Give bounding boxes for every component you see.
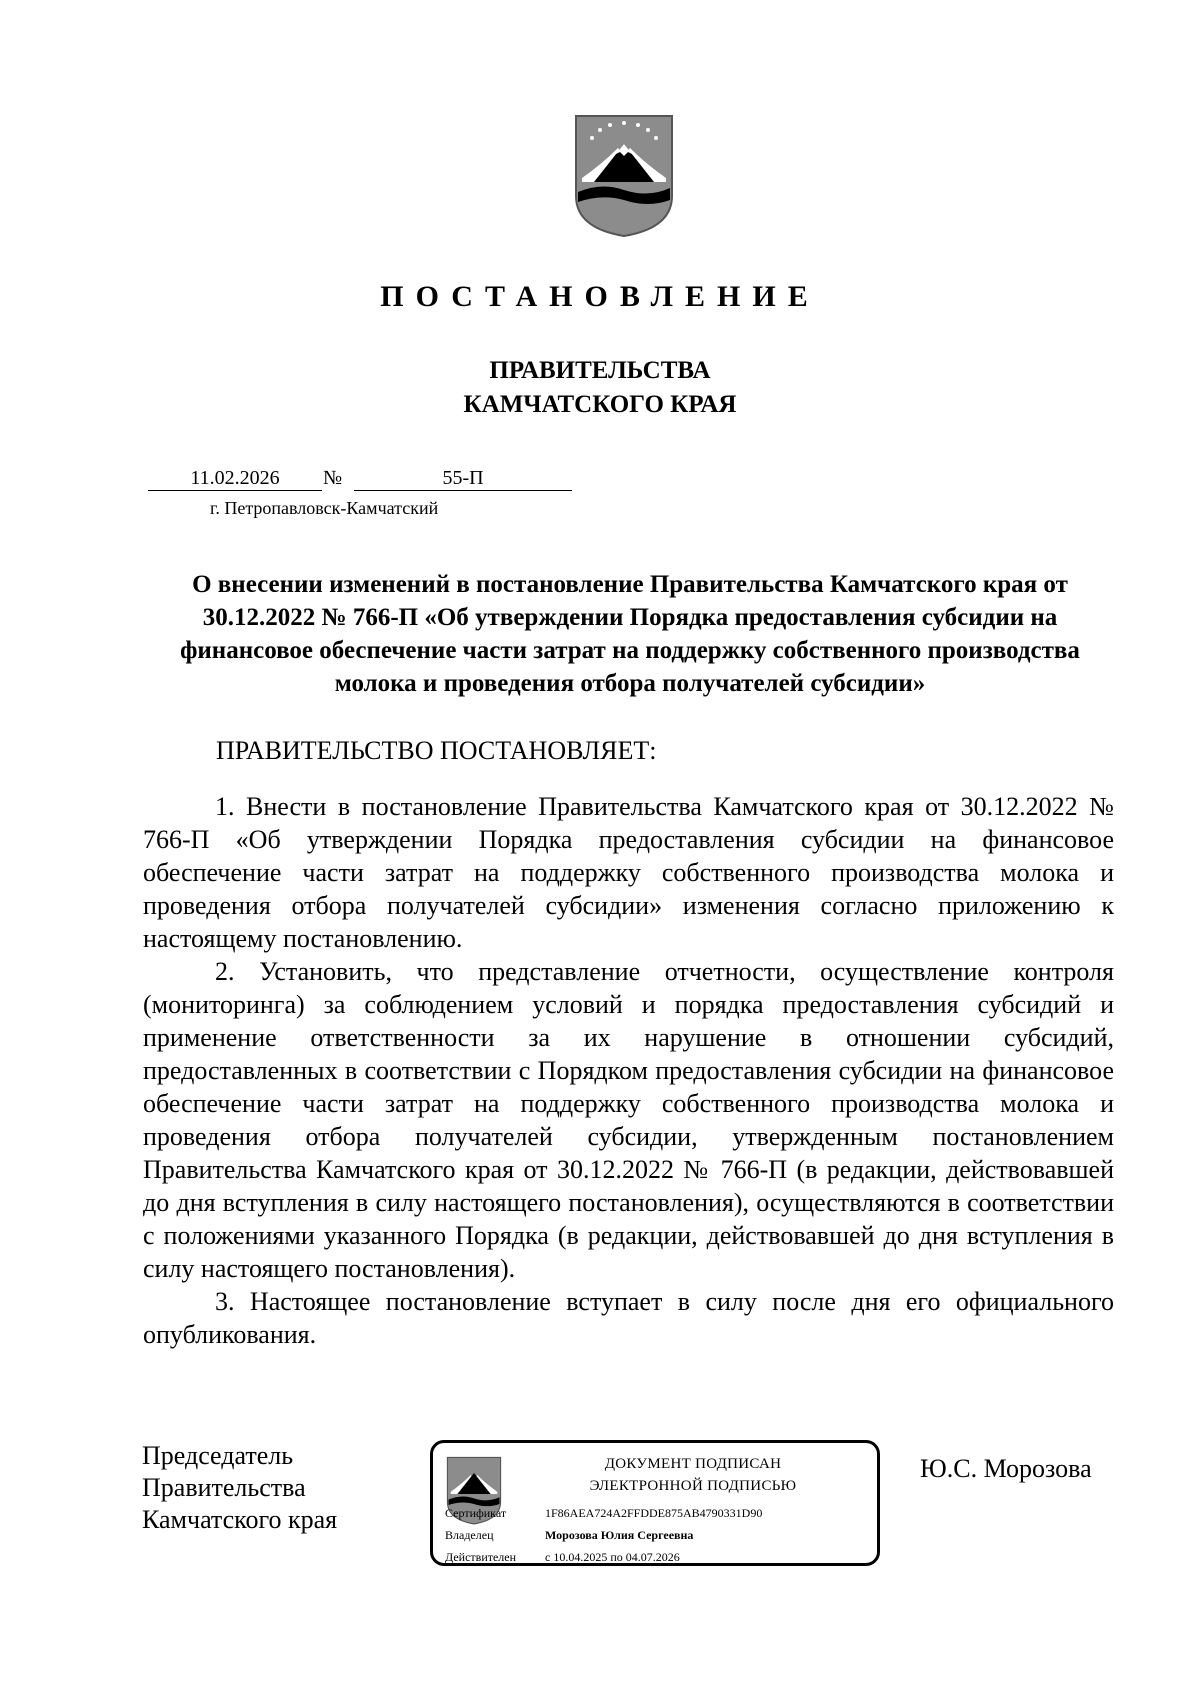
paragraph-3: 3. Настоящее постановление вступает в силу после дня его официального опубликования. (143, 1287, 1114, 1349)
signatory-position (142, 1440, 337, 1536)
document-city: г. Петропавловск-Камчатский (210, 498, 439, 518)
number-sign: № (323, 467, 343, 489)
stamp-certificate-row (445, 1505, 762, 1521)
stamp-title (543, 1453, 843, 1497)
paragraph-1: 1. Внести в постановление Правительства Камчатского края от 30.12.2022 № 766-П «Об утверждении Порядка предоставления субсидии на финансовое обеспечение части затрат на поддержку собственного производства молока и проведения отбора получателей субсидии» изменения согласно приложению к настоящему постановлению. (143, 792, 1114, 953)
stamp-owner-row (445, 1527, 693, 1543)
decree-statement: ПРАВИТЕЛЬСТВО ПОСТАНОВЛЯЕТ: (216, 736, 657, 765)
owner-label: Владелец (445, 1528, 494, 1542)
position-line-3: Камчатского края (142, 1505, 338, 1534)
electronic-signature-stamp (430, 1440, 880, 1566)
signer-name: Ю.С. Морозова (920, 1454, 1092, 1483)
owner-value: Морозова Юлия Сергеевна (545, 1528, 694, 1542)
authority-line-2: КАМЧАТСКОГО КРАЯ (463, 391, 737, 418)
document-number: 55-П (354, 466, 572, 491)
authority-line-1: ПРАВИТЕЛЬСТВА (489, 357, 711, 384)
validity-value: с 10.04.2025 по 04.07.2026 (545, 1550, 680, 1564)
authority-name (0, 354, 1200, 422)
document-date: 11.02.2026 (148, 466, 322, 491)
document-body (143, 790, 1114, 1351)
certificate-value: 1F86AEA724A2FFDDE875AB4790331D90 (545, 1506, 763, 1520)
position-line-2: Правительства (142, 1473, 306, 1502)
validity-label: Действителен (445, 1550, 517, 1564)
stamp-title-line-2: ЭЛЕКТРОННОЙ ПОДПИСЬЮ (589, 1478, 797, 1494)
stamp-validity-row (445, 1549, 680, 1565)
document-title: О внесении изменений в постановление Правительства Камчатского края от 30.12.2022 № 766-П «Об утверждении Порядка предоставления субсидии на финансовое обеспечение части затрат на поддержку собственного производства молока и проведения отбора получателей субсидии» (180, 571, 1080, 697)
stamp-title-line-1: ДОКУМЕНТ ПОДПИСАН (604, 1456, 782, 1472)
certificate-label: Сертификат (445, 1506, 507, 1520)
document-type: ПОСТАНОВЛЕНИЕ (380, 280, 820, 313)
position-line-1: Председатель (142, 1441, 294, 1470)
paragraph-2: 2. Установить, что представление отчетности, осуществление контроля (мониторинга) за соблюдением условий и порядка предоставления субсидий и применение ответственности за их нарушение в отношении субсидий, предоставленных в соответствии с Порядком предоставления субсидии на финансовое обеспечение части затрат на поддержку собственного производства молока и проведения отбора получателей субсидии, утвержденным постановлением Правительства Камчатского края от 30.12.2022 № 766-П (в редакции, действовавшей до дня вступления в силу настоящего постановления), осуществляются в соответствии с положениями указанного Порядка (в редакции, действовавшей до дня вступления в силу настоящего постановления). (143, 957, 1114, 1283)
coat-of-arms-icon (572, 108, 676, 238)
